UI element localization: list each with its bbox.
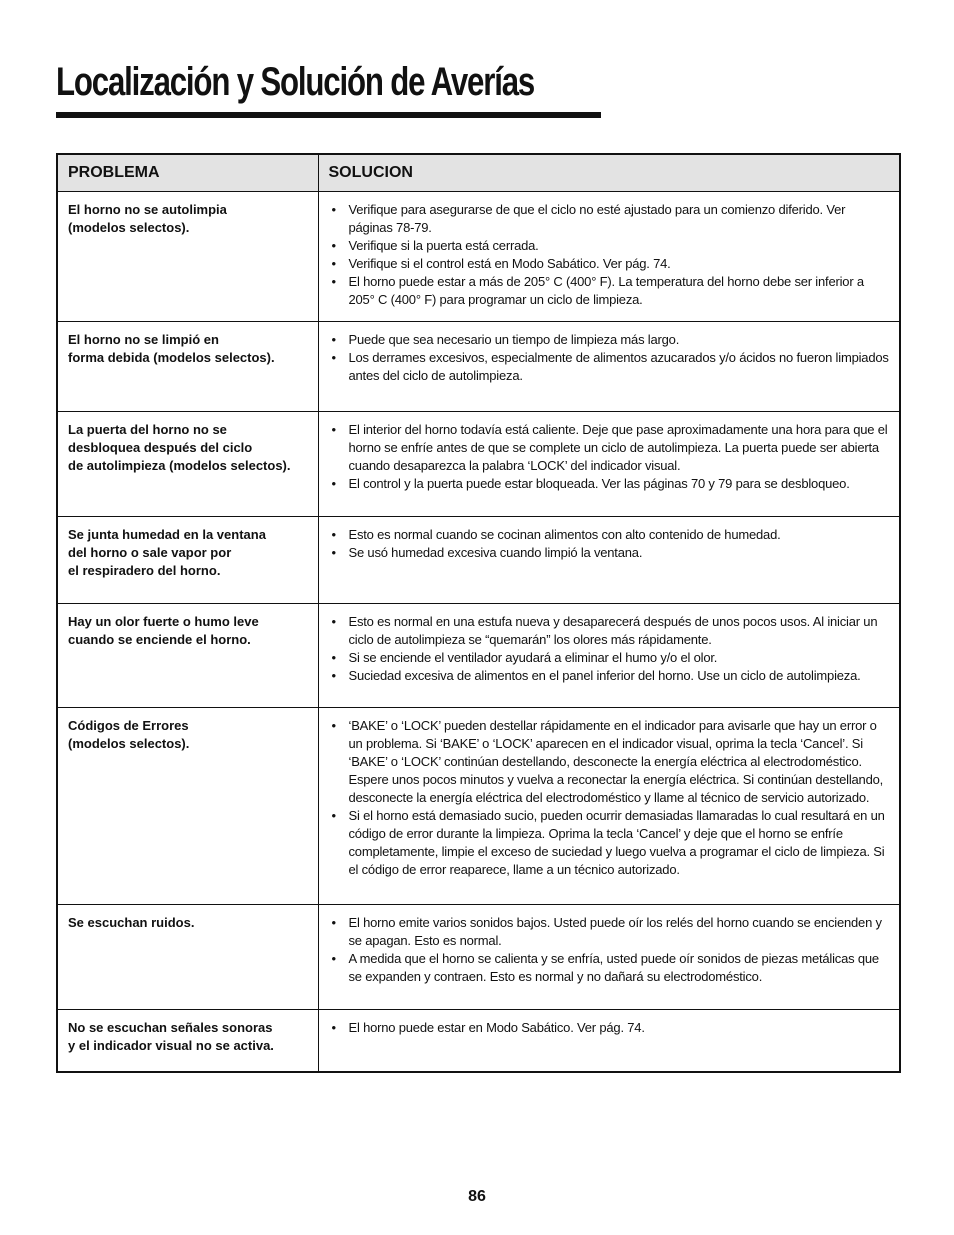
table-row: [57, 517, 900, 604]
solution-item: • Esto es normal cuando se cocinan alimentos con alto contenido de humedad.: [331, 526, 892, 544]
solution-item: • El interior del horno todavía está caliente. Deje que pase aproximadamente una hora para que el horno se enfríe antes de que se complete un ciclo de autolimpieza. La puerta puede ser abierta cuando desaparezca la palabra ‘LOCK’ del indicador visual.: [331, 421, 892, 475]
solution-cell: [318, 708, 900, 905]
solution-item: • A medida que el horno se calienta y se enfría, usted puede oír sonidos de piezas metálicas que se expanden y contraen. Esto es normal y no dañará su electrodoméstico.: [331, 950, 892, 986]
page-number: 86: [468, 1188, 486, 1205]
troubleshooting-table: [56, 153, 901, 1073]
problem-cell: La puerta del horno no se desbloquea después del ciclo de autolimpieza (modelos selectos).: [57, 412, 318, 517]
solution-item: • El horno puede estar en Modo Sabático. Ver pág. 74.: [331, 1019, 892, 1037]
solution-item: • El control y la puerta puede estar bloqueada. Ver las páginas 70 y 79 para se desbloqueo.: [331, 475, 892, 493]
solution-list: [331, 201, 892, 309]
solution-list: [331, 717, 892, 879]
solution-item: • Verifique si la puerta está cerrada.: [331, 237, 892, 255]
solution-cell: [318, 905, 900, 1010]
solution-item: • Puede que sea necesario un tiempo de limpieza más largo.: [331, 331, 892, 349]
solution-list: [331, 613, 892, 685]
solution-list: [331, 526, 892, 562]
solution-cell: [318, 517, 900, 604]
table-row: [57, 322, 900, 412]
solution-list: [331, 331, 892, 385]
solution-item: • Esto es normal en una estufa nueva y desaparecerá después de unos pocos usos. Al iniciar un ciclo de autolimpieza se “quemarán” los olores más rápidamente.: [331, 613, 892, 649]
column-header-problema: PROBLEMA: [57, 154, 318, 192]
column-header-solucion: SOLUCION: [318, 154, 900, 192]
solution-item: • Si se enciende el ventilador ayudará a eliminar el humo y/o el olor.: [331, 649, 892, 667]
solution-cell: [318, 192, 900, 322]
solution-item: • Verifique si el control está en Modo Sabático. Ver pág. 74.: [331, 255, 892, 273]
table-body: [57, 192, 900, 1072]
solution-cell: [318, 604, 900, 708]
solution-item: • Si el horno está demasiado sucio, pueden ocurrir demasiadas llamaradas lo cual resultará en un código de error durante la limpieza. Oprima la tecla ‘Cancel’ y deje que el horno se enfríe completamente, limpie el exceso de suciedad y luego vuelva a programar el ciclo de limpieza. Si el código de error reaparece, llame a un técnico autorizado.: [331, 807, 892, 879]
problem-cell: Hay un olor fuerte o humo leve cuando se enciende el horno.: [57, 604, 318, 708]
table-row: [57, 192, 900, 322]
solution-cell: [318, 322, 900, 412]
title-underline: [56, 112, 601, 118]
solution-item: • Verifique para asegurarse de que el ciclo no esté ajustado para un comienzo diferido. Ver páginas 78-79.: [331, 201, 892, 237]
problem-cell: Se escuchan ruidos.: [57, 905, 318, 1010]
solution-cell: [318, 1010, 900, 1072]
solution-item: • Suciedad excesiva de alimentos en el panel inferior del horno. Use un ciclo de autolimpieza.: [331, 667, 892, 685]
problem-cell: El horno no se limpió en forma debida (modelos selectos).: [57, 322, 318, 412]
problem-cell: Códigos de Errores (modelos selectos).: [57, 708, 318, 905]
solution-item: • ‘BAKE’ o ‘LOCK’ pueden destellar rápidamente en el indicador para avisarle que hay un error o un problema. Si ‘BAKE’ o ‘LOCK’ aparecen en el indicador visual, oprima la tecla ‘Cancel’. Si ‘BAKE’ o ‘LOCK’ continúan destellando, desconecte la energía eléctrica al electrodoméstico. Espere unos pocos minutos y vuelva a reconectar la energía eléctrica. Si continúan destellando, desconecte la energía eléctrica del electrodoméstico y llame al técnico de servicio autorizado.: [331, 717, 892, 807]
solution-item: • El horno puede estar a más de 205° C (400° F). La temperatura del horno debe ser inferior a 205° C (400° F) para programar un ciclo de limpieza.: [331, 273, 892, 309]
solution-item: • Se usó humedad excesiva cuando limpió la ventana.: [331, 544, 892, 562]
table-row: [57, 412, 900, 517]
solution-item: • El horno emite varios sonidos bajos. Usted puede oír los relés del horno cuando se encienden y se apagan. Esto es normal.: [331, 914, 892, 950]
solution-list: [331, 421, 892, 493]
table-row: [57, 708, 900, 905]
problem-cell: Se junta humedad en la ventana del horno o sale vapor por el respiradero del horno.: [57, 517, 318, 604]
solution-list: [331, 914, 892, 986]
problem-cell: No se escuchan señales sonoras y el indicador visual no se activa.: [57, 1010, 318, 1072]
solution-item: • Los derrames excesivos, especialmente de alimentos azucarados y/o ácidos no fueron limpiados antes del ciclo de autolimpieza.: [331, 349, 892, 385]
table-row: [57, 604, 900, 708]
page-title: Localización y Solución de Averías: [56, 60, 535, 104]
problem-cell: El horno no se autolimpia (modelos selectos).: [57, 192, 318, 322]
table-row: [57, 1010, 900, 1072]
solution-cell: [318, 412, 900, 517]
table-header-row: [57, 154, 900, 192]
table-row: [57, 905, 900, 1010]
solution-list: [331, 1019, 892, 1037]
